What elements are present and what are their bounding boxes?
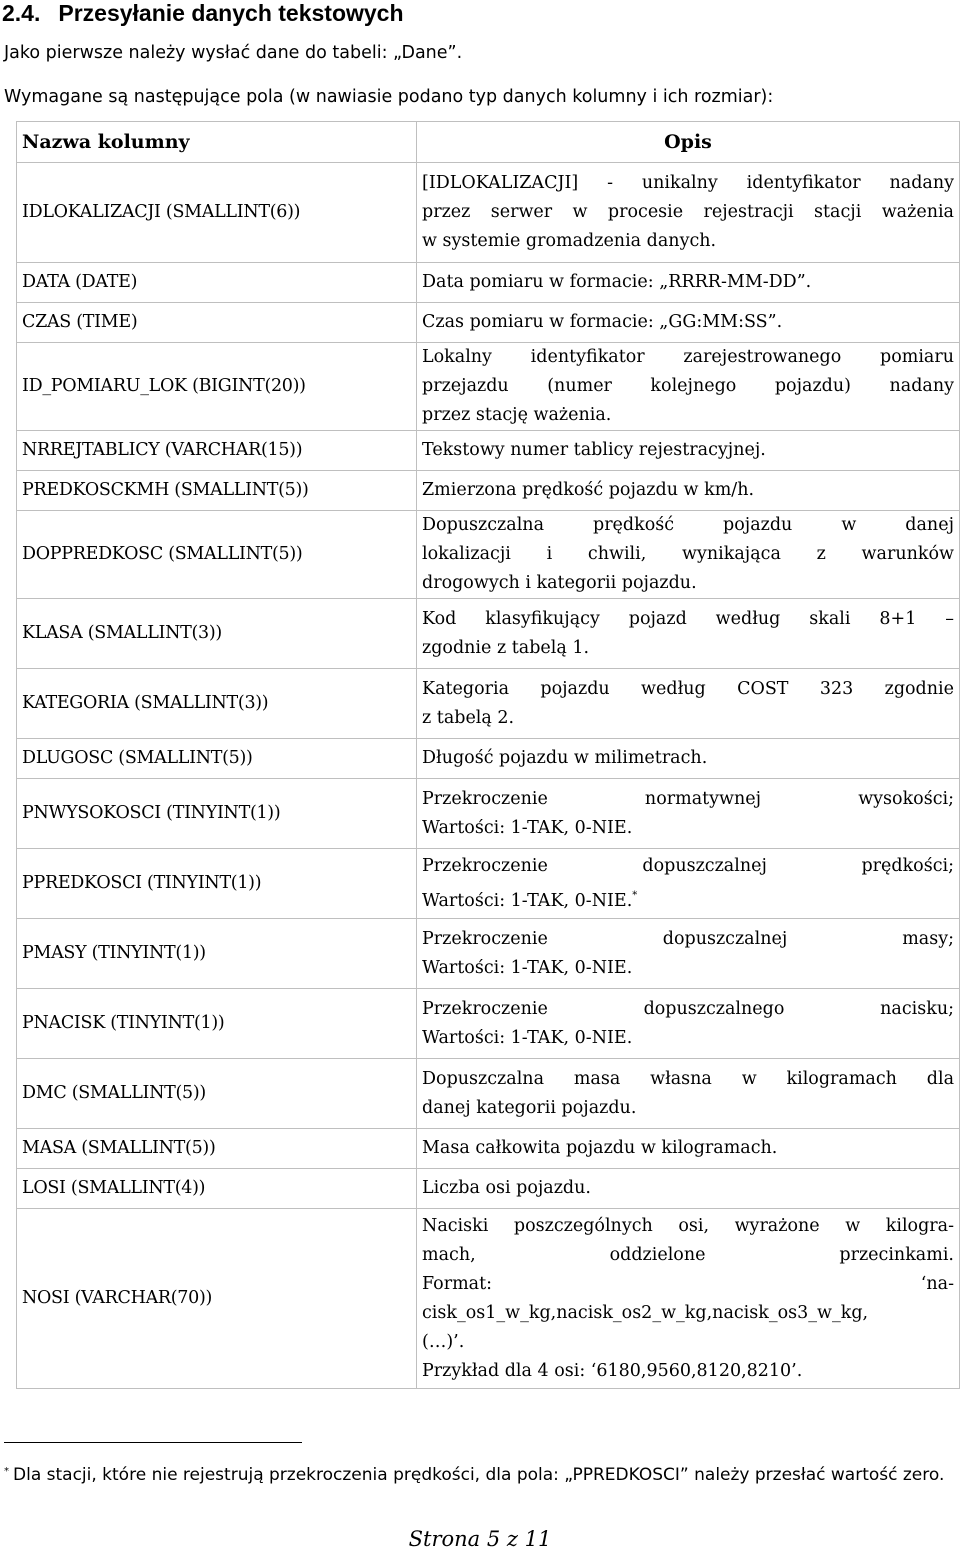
- description-line: Naciski poszczególnych osi, wyrażone w kilogra-: [422, 1215, 954, 1236]
- table-row: [17, 849, 960, 919]
- column-name-cell: KLASA (SMALLINT(3)): [17, 599, 417, 669]
- description-line: Przekroczenie dopuszczalnej prędkości;: [422, 855, 954, 876]
- footnote: [4, 1459, 954, 1488]
- description-cell: [417, 669, 960, 739]
- table-row: [17, 263, 960, 303]
- column-name-cell: KATEGORIA (SMALLINT(3)): [17, 669, 417, 739]
- column-name-cell: DLUGOSC (SMALLINT(5)): [17, 739, 417, 779]
- description-line: Wartości: 1-TAK, 0-NIE.: [422, 890, 633, 911]
- page-number: Strona 5 z 11: [408, 1527, 552, 1551]
- description-cell: [417, 1209, 960, 1389]
- table-row: [17, 1129, 960, 1169]
- description-cell: [417, 163, 960, 263]
- description-line: danej kategorii pojazdu.: [422, 1097, 637, 1118]
- column-name-cell: PNACISK (TINYINT(1)): [17, 989, 417, 1059]
- description-cell: [417, 989, 960, 1059]
- table-row: [17, 919, 960, 989]
- description-line: Kategoria pojazdu według COST 323 zgodnie: [422, 678, 954, 699]
- description-cell: [417, 1129, 960, 1169]
- intro-line-2: Wymagane są następujące pola (w nawiasie podano typ danych kolumny i ich rozmiar):: [4, 87, 774, 107]
- description-line: zgodnie z tabelą 1.: [422, 637, 590, 658]
- column-name-cell: ID_POMIARU_LOK (BIGINT(20)): [17, 343, 417, 431]
- description-cell: [417, 303, 960, 343]
- description-line: przejazdu (numer kolejnego pojazdu) nadany: [422, 376, 954, 396]
- description-line: Kod klasyfikujący pojazd według skali 8+1 –: [422, 608, 954, 629]
- column-name-cell: IDLOKALIZACJI (SMALLINT(6)): [17, 163, 417, 263]
- column-header-description: Opis: [417, 122, 960, 163]
- intro-line-1: Jako pierwsze należy wysłać dane do tabeli: „Dane”.: [4, 43, 463, 63]
- description-cell: [417, 599, 960, 669]
- description-line: Wartości: 1-TAK, 0-NIE.: [422, 1027, 633, 1048]
- description-cell: [417, 779, 960, 849]
- description-cell: [417, 1169, 960, 1209]
- description-line: w systemie gromadzenia danych.: [422, 231, 717, 251]
- column-name-cell: PMASY (TINYINT(1)): [17, 919, 417, 989]
- description-line: drogowych i kategorii pojazdu.: [422, 573, 697, 593]
- description-cell: [417, 919, 960, 989]
- column-name-cell: PREDKOSCKMH (SMALLINT(5)): [17, 471, 417, 511]
- column-name-cell: MASA (SMALLINT(5)): [17, 1129, 417, 1169]
- description-line: Liczba osi pojazdu.: [422, 1178, 591, 1198]
- footnote-reference: *: [632, 889, 638, 901]
- description-line: Dopuszczalna masa własna w kilogramach dla: [422, 1068, 954, 1089]
- column-name-cell: CZAS (TIME): [17, 303, 417, 343]
- description-line: Dopuszczalna prędkość pojazdu w danej: [422, 515, 954, 535]
- table-row: [17, 1169, 960, 1209]
- description-line: Wartości: 1-TAK, 0-NIE.: [422, 817, 633, 838]
- table-row: [17, 1209, 960, 1389]
- description-line: Tekstowy numer tablicy rejestracyjnej.: [422, 440, 766, 460]
- table-row: [17, 599, 960, 669]
- description-line: lokalizacji i chwili, wynikająca z warunków: [422, 544, 954, 564]
- description-line: mach, oddzielone przecinkami.: [422, 1244, 954, 1265]
- table-body: [17, 163, 960, 1389]
- description-line: przez serwer w procesie rejestracji stacji ważenia: [422, 202, 954, 222]
- description-line: Format: ‘na-: [422, 1273, 954, 1294]
- description-line: [IDLOKALIZACJI] - unikalny identyfikator nadany: [422, 173, 954, 193]
- table-row: [17, 471, 960, 511]
- fields-table: [16, 121, 960, 1389]
- description-line: Czas pomiaru w formacie: „GG:MM:SS”.: [422, 312, 783, 332]
- description-cell: [417, 343, 960, 431]
- section-title: Przesyłanie danych tekstowych: [58, 0, 404, 26]
- description-line: Przekroczenie normatywnej wysokości;: [422, 788, 954, 809]
- description-line: Masa całkowita pojazdu w kilogramach.: [422, 1138, 778, 1158]
- table-row: [17, 779, 960, 849]
- description-cell: [417, 849, 960, 919]
- column-name-cell: LOSI (SMALLINT(4)): [17, 1169, 417, 1209]
- description-line: Zmierzona prędkość pojazdu w km/h.: [422, 480, 755, 500]
- footnote-separator: [4, 1442, 302, 1443]
- description-line: Wartości: 1-TAK, 0-NIE.: [422, 957, 633, 978]
- description-cell: [417, 511, 960, 599]
- column-name-cell: DOPPREDKOSC (SMALLINT(5)): [17, 511, 417, 599]
- description-cell: [417, 431, 960, 471]
- column-name-cell: PPREDKOSCI (TINYINT(1)): [17, 849, 417, 919]
- footnote-text: Dla stacji, które nie rejestrują przekroczenia prędkości, dla pola: „PPREDKOSCI” należy przesłać wartość zero.: [13, 1465, 945, 1485]
- table-row: [17, 989, 960, 1059]
- table-row: [17, 1059, 960, 1129]
- description-cell: [417, 739, 960, 779]
- description-line: Data pomiaru w formacie: „RRRR-MM-DD”.: [422, 272, 812, 292]
- description-line: Lokalny identyfikator zarejestrowanego pomiaru: [422, 347, 954, 367]
- description-line-with-note: [422, 881, 954, 916]
- table-row: [17, 343, 960, 431]
- description-line: przez stację ważenia.: [422, 405, 612, 425]
- table-row: [17, 739, 960, 779]
- column-name-cell: NOSI (VARCHAR(70)): [17, 1209, 417, 1389]
- description-line: Długość pojazdu w milimetrach.: [422, 748, 708, 768]
- section-number: 2.4.: [2, 0, 41, 26]
- column-header-name: Nazwa kolumny: [17, 122, 417, 163]
- description-cell: [417, 263, 960, 303]
- description-line: Przekroczenie dopuszczalnej masy;: [422, 928, 954, 949]
- table-row: [17, 163, 960, 263]
- table-row: [17, 669, 960, 739]
- table-row: [17, 431, 960, 471]
- description-cell: [417, 1059, 960, 1129]
- table-header-row: [17, 122, 960, 163]
- description-line: Przykład dla 4 osi: ‘6180,9560,8120,8210’.: [422, 1360, 803, 1381]
- column-name-cell: NRREJTABLICY (VARCHAR(15)): [17, 431, 417, 471]
- description-line: cisk_os1_w_kg,nacisk_os2_w_kg,nacisk_os3_w_kg,: [422, 1302, 869, 1323]
- column-name-cell: DMC (SMALLINT(5)): [17, 1059, 417, 1129]
- footnote-mark: *: [4, 1466, 9, 1477]
- section-heading: [2, 0, 404, 26]
- column-name-cell: PNWYSOKOSCI (TINYINT(1)): [17, 779, 417, 849]
- table-row: [17, 303, 960, 343]
- column-name-cell: DATA (DATE): [17, 263, 417, 303]
- description-line: z tabelą 2.: [422, 707, 515, 728]
- description-cell: [417, 471, 960, 511]
- description-line: (…)’.: [422, 1331, 465, 1352]
- description-line: Przekroczenie dopuszczalnego nacisku;: [422, 998, 954, 1019]
- table-row: [17, 511, 960, 599]
